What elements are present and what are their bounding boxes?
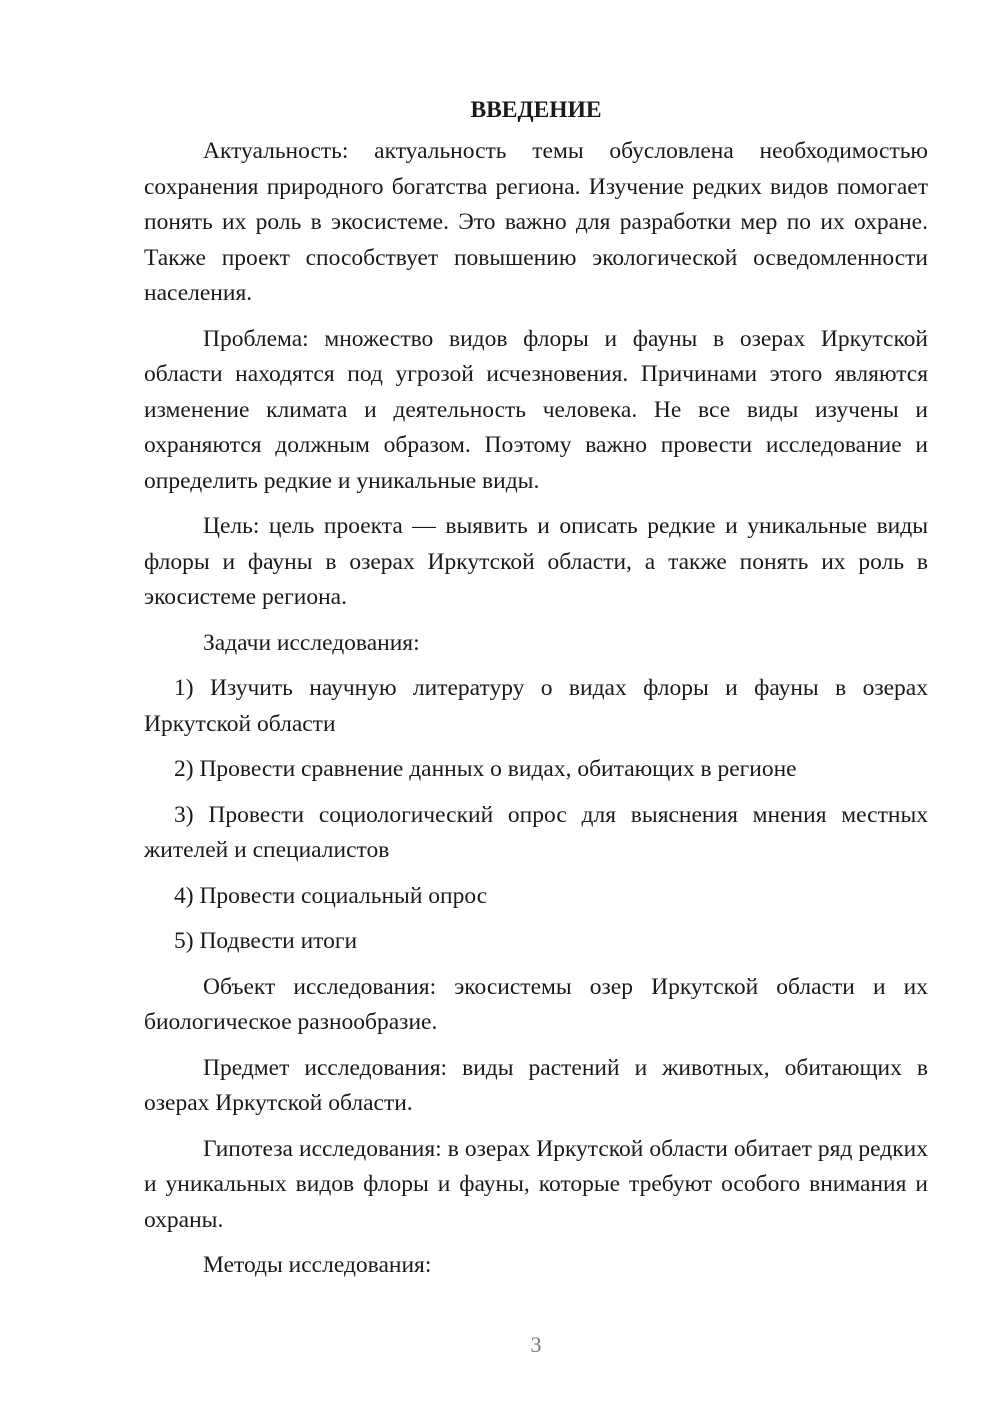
hypothesis-paragraph: Гипотеза исследования: в озерах Иркутской области обитает ряд редких и уникальных видов флоры и фауны, которые требуют особого внимания и охраны. <box>144 1135 928 1233</box>
page-content <box>144 90 928 1294</box>
tasks-heading: Задачи исследования: <box>203 629 420 656</box>
task-item-4: 4) Провести социальный опрос <box>174 882 488 909</box>
subject-paragraph: Предмет исследования: виды растений и животных, обитающих в озерах Иркутской области. <box>144 1054 928 1116</box>
task-item-1: 1) Изучить научную литературу о видах флоры и фауны в озерах Иркутской области <box>144 675 928 737</box>
relevance-paragraph: Актуальность: актуальность темы обусловлена необходимостью сохранения природного богатства региона. Изучение редких видов помогает понять их роль в экосистеме. Это важно для разработки мер по их охране. Также проект способствует повышению экологической осведомленности населения. <box>144 138 928 306</box>
task-item-2: 2) Провести сравнение данных о видах, обитающих в регионе <box>174 756 797 782</box>
section-title: ВВЕДЕНИЕ <box>470 97 602 123</box>
methods-heading: Методы исследования: <box>203 1252 432 1278</box>
page-number: 3 <box>530 1332 542 1357</box>
task-item-3: 3) Провести социологический опрос для выяснения мнения местных жителей и специалистов <box>144 801 928 863</box>
task-item-5: 5) Подвести итоги <box>174 928 358 954</box>
goal-paragraph: Цель: цель проекта — выявить и описать редкие и уникальные виды флоры и фауны в озерах Иркутской области, а также понять их роль в экосистеме региона. <box>144 513 928 610</box>
problem-paragraph: Проблема: множество видов флоры и фауны в озерах Иркутской области находятся под угрозой исчезновения. Причинами этого являются изменение климата и деятельность человека. Не все виды изучены и охраняются должным образом. Поэтому важно провести исследование и определить редкие и уникальные виды. <box>144 325 928 494</box>
object-paragraph: Объект исследования: экосистемы озер Иркутской области и их биологическое разнообразие. <box>144 973 928 1035</box>
